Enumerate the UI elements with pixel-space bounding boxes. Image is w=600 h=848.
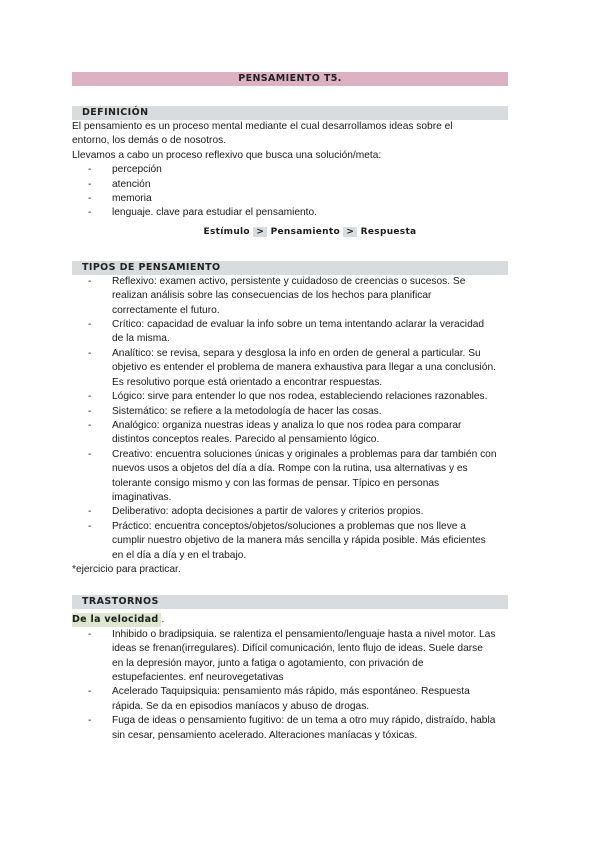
trastornos-list xyxy=(72,628,508,743)
subheading-row xyxy=(72,609,508,627)
list-item: - memoria xyxy=(88,192,508,206)
list-item xyxy=(88,419,508,448)
list-item: - lenguaje. clave para estudiar el pensamiento. xyxy=(88,206,508,220)
line: Acelerado Taquipsiquia: pensamiento más rápido, más espontáneo. Respuesta xyxy=(112,686,470,698)
formula-arrow: > xyxy=(253,227,267,237)
definicion-process-line: Llevamos a cabo un proceso reflexivo que busca una solución/meta: xyxy=(72,149,382,161)
definicion-paragraph-line: entorno, los demás o de nosotros. xyxy=(72,135,227,147)
line: realizan análisis sobre las consecuencias de los hechos para planificar xyxy=(112,290,432,302)
line: Analógico: organiza nuestras ideas y analiza lo que nos rodea para comparar xyxy=(112,419,462,431)
line: Inhibido o bradipsiquia. se ralentiza el pensamiento/lenguaje hasta a nivel motor. Las xyxy=(112,628,496,640)
line: objetivo es entender el problema de manera exhaustiva para llegar a una conclusión. xyxy=(112,362,496,374)
list-item xyxy=(88,714,508,743)
list-item xyxy=(88,520,508,563)
line: nuevos usos a objetos del día a día. Rompe con la rutina, usa alternativas y es xyxy=(112,463,468,475)
line: Práctico: encuentra conceptos/objetos/soluciones a problemas que nos lleve a xyxy=(112,520,466,532)
line: estupefacientes. enf neurovegetativas xyxy=(112,672,284,683)
list-item: - atención xyxy=(88,178,508,192)
subheading-dot: . xyxy=(161,614,165,626)
line: Lógico: sirve para entender lo que nos rodea, estableciendo relaciones razonables. xyxy=(112,391,488,403)
list-item xyxy=(88,405,508,419)
section-heading-definicion: DEFINICIÓN xyxy=(72,106,508,120)
line: Analítico: se revisa, separa y desglosa la info en orden de general a particular. Su xyxy=(112,347,481,359)
line: Creativo: encuentra soluciones únicas y originales a problemas para dar también con xyxy=(112,448,497,460)
section-heading-tipos: TIPOS DE PENSAMIENTO xyxy=(72,261,508,275)
line: sin cesar, pensamiento acelerado. Alteraciones maníacas y tóxicas. xyxy=(112,729,418,741)
list-item xyxy=(88,318,508,347)
section-heading-trastornos: TRASTORNOS xyxy=(72,595,508,609)
line: ideas se frenan(irregulares). Difícil comunicación, lento flujo de ideas. Suele darse xyxy=(112,643,483,655)
line: en la depresión mayor, junto a fatiga o agotamiento, con privación de xyxy=(112,657,424,669)
line: de la misma. xyxy=(112,333,170,345)
subheading-velocidad: De la velocidad xyxy=(72,613,161,627)
line: rápida. Se da en episodios maníacos y abuso de drogas. xyxy=(112,700,370,712)
list-item xyxy=(88,448,508,506)
formula-line xyxy=(112,225,508,239)
line: cumplir nuestro objetivo de la manera más sencilla y rápida posible. Más eficientes xyxy=(112,535,486,547)
formula-thought: Pensamiento xyxy=(270,226,340,237)
definicion-paragraph-line: El pensamiento es un proceso mental mediante el cual desarrollamos ideas sobre el xyxy=(72,121,453,132)
list-item xyxy=(88,685,508,714)
definicion-list xyxy=(72,163,508,221)
line: tolerante consigo mismo y con las formas de pensar. Típico en personas xyxy=(112,477,440,489)
tipos-list xyxy=(72,275,508,563)
line: distintos conceptos reales. Parecido al pensamiento lógico. xyxy=(112,434,380,446)
formula-stimulus: Estímulo xyxy=(203,226,250,237)
line: en el día a día y en el trabajo. xyxy=(112,549,247,561)
formula-response: Respuesta xyxy=(360,226,417,237)
list-item xyxy=(88,505,508,519)
line: Crítico: capacidad de evaluar la info sobre un tema intentando aclarar la veracidad xyxy=(112,319,485,331)
list-item xyxy=(88,390,508,404)
line: Es resolutivo porque está orientado a encontrar respuestas. xyxy=(112,376,383,388)
list-item xyxy=(88,628,508,686)
list-item xyxy=(88,347,508,390)
exercise-note: *ejercicio para practicar. xyxy=(72,563,181,575)
line: Deliberativo: adopta decisiones a partir de valores y criterios propios. xyxy=(112,506,424,518)
line: Reflexivo: examen activo, persistente y cuidadoso de creencias o sucesos. Se xyxy=(112,275,466,287)
list-item xyxy=(88,275,508,318)
line: Sistemático: se refiere a la metodología de hacer las cosas. xyxy=(112,405,382,417)
document-title: PENSAMIENTO T5. xyxy=(72,72,508,86)
line: Fuga de ideas o pensamiento fugitivo: de un tema a otro muy rápido, distraído, habla xyxy=(112,715,496,727)
document-page xyxy=(72,72,508,743)
list-item: - percepción xyxy=(88,163,508,177)
line: imaginativas. xyxy=(112,491,172,503)
line: correctamente el futuro. xyxy=(112,304,220,316)
formula-arrow: > xyxy=(343,227,357,237)
